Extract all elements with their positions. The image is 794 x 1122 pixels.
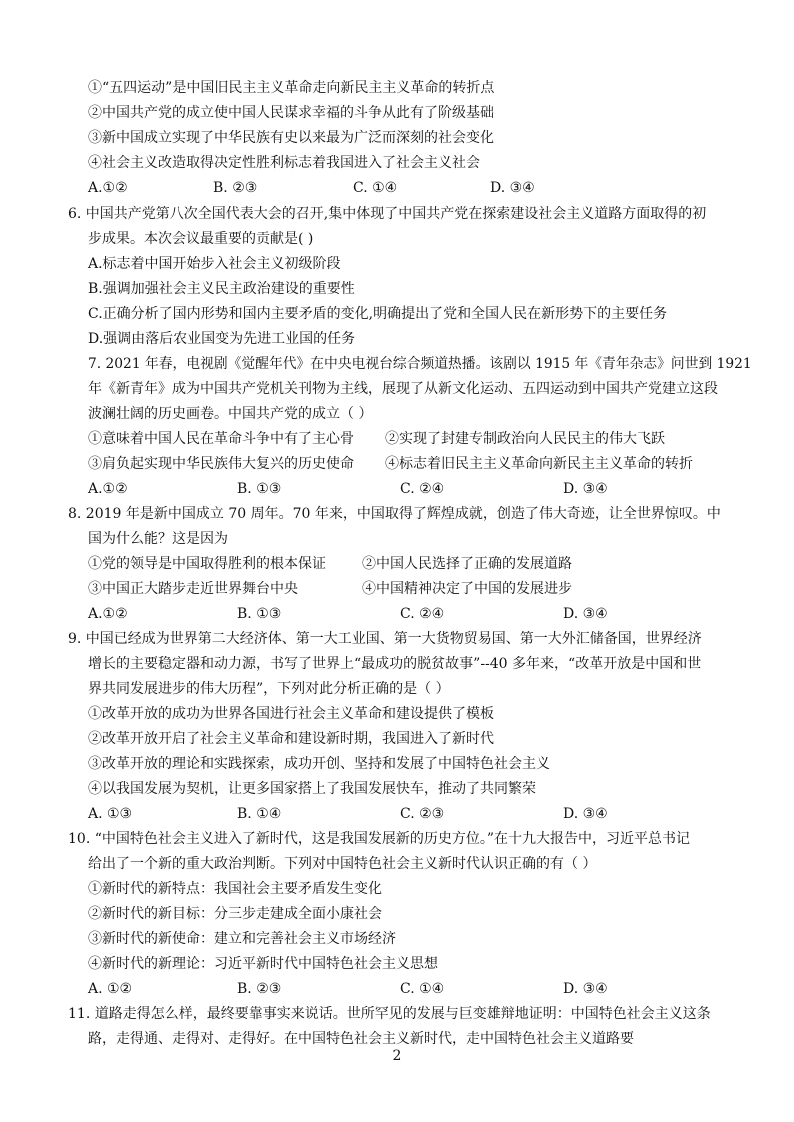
q5-option-c: C. ①④ [353, 180, 398, 196]
q9-item-1: ①改革开放的成功为世界各国进行社会主义革命和建设提供了模板 [88, 706, 494, 722]
q10-option-b: B. ②③ [237, 981, 282, 997]
q8-option-a: A.①② [88, 606, 128, 622]
q9-stem-line-1: 9. 中国已经成为世界第二大经济体、第一大工业国、第一大货物贸易国、第一大外汇储备国，世界经济 [68, 631, 702, 647]
q8-item-3: ③中国正大踏步走近世界舞台中央 [88, 581, 298, 597]
q7-stem-line-3: 波澜壮阔的历史画卷。中国共产党的成立（ ） [88, 406, 373, 422]
q8-option-b: B. ①③ [237, 606, 282, 622]
q9-item-2: ②改革开放开启了社会主义革命和建设新时期，我国进入了新时代 [88, 731, 494, 747]
q6-option-d: D.强调由落后农业国变为先进工业国的任务 [88, 331, 356, 347]
q5-item-4: ④社会主义改造取得决定性胜利标志着我国进入了社会主义社会 [88, 155, 480, 171]
q9-stem-line-2: 增长的主要稳定器和动力源，书写了世界上“最成功的脱贫故事”--40 多年来，“改革开放是中国和世 [88, 656, 702, 672]
q7-option-d: D. ③④ [563, 481, 608, 497]
q11-stem-line-1: 11. 道路走得怎么样，最终要靠事实来说话。世所罕见的发展与巨变雄辩地证明：中国特色社会主义这条 [68, 1006, 711, 1022]
q10-stem-line-1: 10. “中国特色社会主义进入了新时代，这是我国发展新的历史方位。”在十九大报告中，习近平总书记 [68, 831, 691, 847]
q8-stem-line-1: 8. 2019 年是新中国成立 70 周年。70 年来，中国取得了辉煌成就，创造了伟大奇迹，让全世界惊叹。中 [68, 506, 721, 522]
q5-item-1: ①“五四运动”是中国旧民主主义革命走向新民主主义革命的转折点 [88, 80, 495, 96]
q10-stem-line-2: 给出了一个新的重大政治判断。下列对中国特色社会主义新时代认识正确的有（ ） [88, 856, 597, 872]
q10-option-c: C. ①④ [400, 981, 445, 997]
q6-stem-line-2: 步成果。本次会议最重要的贡献是( ) [88, 231, 314, 247]
q7-stem-line-1: 7. 2021 年春，电视剧《觉醒年代》在中央电视台综合频道热播。该剧以 1915 年《青年杂志》问世到 1921 [88, 356, 752, 372]
q7-item-4: ④标志着旧民主主义革命向新民主主义革命的转折 [385, 456, 693, 472]
q5-option-b: B. ②③ [213, 180, 258, 196]
q7-item-3: ③肩负起实现中华民族伟大复兴的历史使命 [88, 456, 354, 472]
q10-item-4: ④新时代的新理论：习近平新时代中国特色社会主义思想 [88, 956, 438, 972]
q5-item-3: ③新中国成立实现了中华民族有史以来最为广泛而深刻的社会变化 [88, 130, 494, 146]
q10-item-3: ③新时代的新使命：建立和完善社会主义市场经济 [88, 931, 396, 947]
q9-stem-line-3: 界共同发展进步的伟大历程”，下列对此分析正确的是（ ） [88, 681, 450, 697]
q7-item-2: ②实现了封建专制政治向人民民主的伟大飞跃 [385, 431, 665, 447]
q9-option-b: B. ①④ [237, 806, 282, 822]
q8-item-1: ①党的领导是中国取得胜利的根本保证 [88, 556, 326, 572]
page-number: 2 [392, 1048, 402, 1064]
q7-item-1: ①意味着中国人民在革命斗争中有了主心骨 [88, 431, 354, 447]
q8-option-d: D. ③④ [563, 606, 608, 622]
q6-option-c: C.正确分析了国内形势和国内主要矛盾的变化,明确提出了党和全国人民在新形势下的主要任务 [88, 306, 668, 322]
q8-item-4: ④中国精神决定了中国的发展进步 [362, 581, 572, 597]
q9-item-4: ④以我国发展为契机，让更多国家搭上了我国发展快车，推动了共同繁荣 [88, 781, 536, 797]
q6-stem-line-1: 6. 中国共产党第八次全国代表大会的召开,集中体现了中国共产党在探索建设社会主义道路方面取得的初 [68, 206, 707, 222]
q5-option-a: A.①② [88, 180, 128, 196]
q7-option-c: C. ②④ [400, 481, 445, 497]
q6-option-b: B.强调加强社会主义民主政治建设的重要性 [88, 281, 355, 297]
q9-item-3: ③改革开放的理论和实践探索，成功开创、坚持和发展了中国特色社会主义 [88, 756, 550, 772]
q10-option-d: D. ③④ [563, 981, 608, 997]
q7-option-b: B. ①③ [237, 481, 282, 497]
q9-option-d: D. ③④ [563, 806, 608, 822]
q8-stem-line-2: 国为什么能？这是因为 [88, 531, 228, 547]
q10-option-a: A. ①② [88, 981, 133, 997]
q9-option-c: C. ②③ [400, 806, 445, 822]
q10-item-2: ②新时代的新目标：分三步走建成全面小康社会 [88, 906, 382, 922]
q5-option-d: D. ③④ [490, 180, 535, 196]
q6-option-a: A.标志着中国开始步入社会主义初级阶段 [88, 256, 341, 272]
q7-stem-line-2: 年《新青年》成为中国共产党机关刊物为主线，展现了从新文化运动、五四运动到中国共产党建立这段 [88, 381, 718, 397]
q11-stem-line-2: 路，走得通、走得对、走得好。在中国特色社会主义新时代，走中国特色社会主义道路要 [88, 1031, 634, 1047]
q8-item-2: ②中国人民选择了正确的发展道路 [362, 556, 572, 572]
q8-option-c: C. ②④ [400, 606, 445, 622]
q10-item-1: ①新时代的新特点：我国社会主要矛盾发生变化 [88, 881, 382, 897]
q7-option-a: A.①② [88, 481, 128, 497]
q5-item-2: ②中国共产党的成立使中国人民谋求幸福的斗争从此有了阶级基础 [88, 105, 494, 121]
q9-option-a: A. ①③ [88, 806, 133, 822]
